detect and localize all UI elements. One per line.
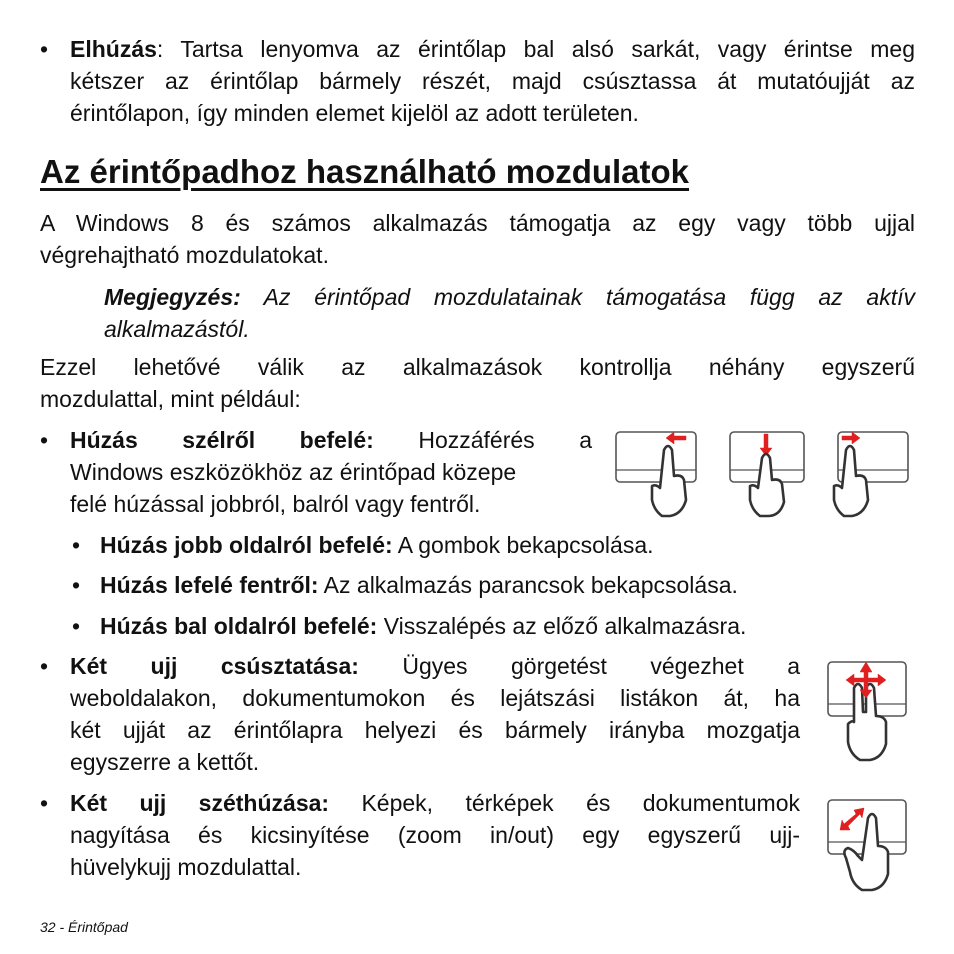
- intro-bullet-line-2: kétszer az érintőlap bármely részét, majd csúsztassa át mutatóujját az: [70, 68, 915, 94]
- two-finger-line-4: egyszerre a kettőt.: [70, 749, 260, 775]
- subitem-top-swipe: Húzás lefelé fentről: Az alkalmazás parancsok bekapcsolása.: [100, 572, 738, 598]
- subitem-right-swipe: Húzás jobb oldalról befelé: A gombok bekapcsolása.: [100, 532, 654, 558]
- paragraph-1-line-2: végrehajtható mozdulatokat.: [40, 242, 329, 268]
- bullet: •: [72, 613, 81, 639]
- bullet: •: [72, 572, 81, 598]
- swipe-left-from-right-icon: [616, 432, 696, 516]
- pinch-zoom-icon: [826, 796, 910, 894]
- intro-bullet-line-1: Elhúzás: Tartsa lenyomva az érintőlap bal alsó sarkát, vagy érintse meg: [70, 36, 915, 62]
- bullet: •: [40, 427, 49, 453]
- pinch-line-2: nagyítása és kicsinyítése (zoom in/out) egy egyszerű ujj-: [70, 822, 800, 848]
- note-line-1: Megjegyzés: Az érintőpad mozdulatainak támogatása függ az aktív: [104, 284, 915, 310]
- paragraph-1-line-1: A Windows 8 és számos alkalmazás támogatja az egy vagy több ujjal: [40, 210, 915, 236]
- note-label: Megjegyzés:: [104, 284, 241, 310]
- swipe-in-term: Húzás szélről befelé:: [70, 427, 374, 453]
- pinch-line-3: hüvelykujj mozdulattal.: [70, 854, 302, 880]
- subitem-left-swipe: Húzás bal oldalról befelé: Visszalépés az előző alkalmazásra.: [100, 613, 747, 639]
- bullet: •: [72, 532, 81, 558]
- bullet: •: [40, 653, 49, 679]
- section-heading: Az érintőpadhoz használható mozdulatok: [40, 153, 690, 190]
- bullet: •: [40, 36, 49, 62]
- page-footer: 32 - Érintőpad: [40, 919, 128, 935]
- two-finger-term: Két ujj csúsztatása:: [70, 653, 359, 679]
- paragraph-2-line-1: Ezzel lehetővé válik az alkalmazások kontrollja néhány egyszerű: [40, 354, 915, 380]
- note-line-2: alkalmazástól.: [104, 316, 250, 342]
- swipe-in-line-3: felé húzással jobbról, balról vagy fentről.: [70, 491, 481, 517]
- intro-bullet-term: Elhúzás: [70, 36, 157, 62]
- two-finger-line-1: Két ujj csúsztatása: Ügyes görgetést végezhet a: [70, 653, 800, 679]
- swipe-in-line-2: Windows eszközökhöz az érintőpad közepe: [70, 459, 517, 485]
- swipe-down-from-top-icon: [730, 432, 804, 516]
- intro-bullet-line-3: érintőlapon, így minden elemet kijelöl az adott területen.: [70, 100, 639, 126]
- two-finger-line-3: két ujját az érintőlapra helyezi és bármely irányba mozgatja: [70, 717, 800, 743]
- swipe-right-from-left-icon: [834, 432, 908, 516]
- two-finger-line-2: weboldalakon, dokumentumokon és lejátszási listákon át, ha: [70, 685, 800, 711]
- pinch-line-1: Két ujj széthúzása: Képek, térképek és dokumentumok: [70, 790, 801, 816]
- pinch-term: Két ujj széthúzása:: [70, 790, 330, 816]
- swipe-gestures-illustration: [612, 428, 912, 522]
- two-finger-scroll-icon: [826, 658, 910, 768]
- swipe-in-line-1: Húzás szélről befelé: Hozzáférés a: [70, 427, 592, 453]
- bullet: •: [40, 790, 49, 816]
- paragraph-2-line-2: mozdulattal, mint például:: [40, 386, 301, 412]
